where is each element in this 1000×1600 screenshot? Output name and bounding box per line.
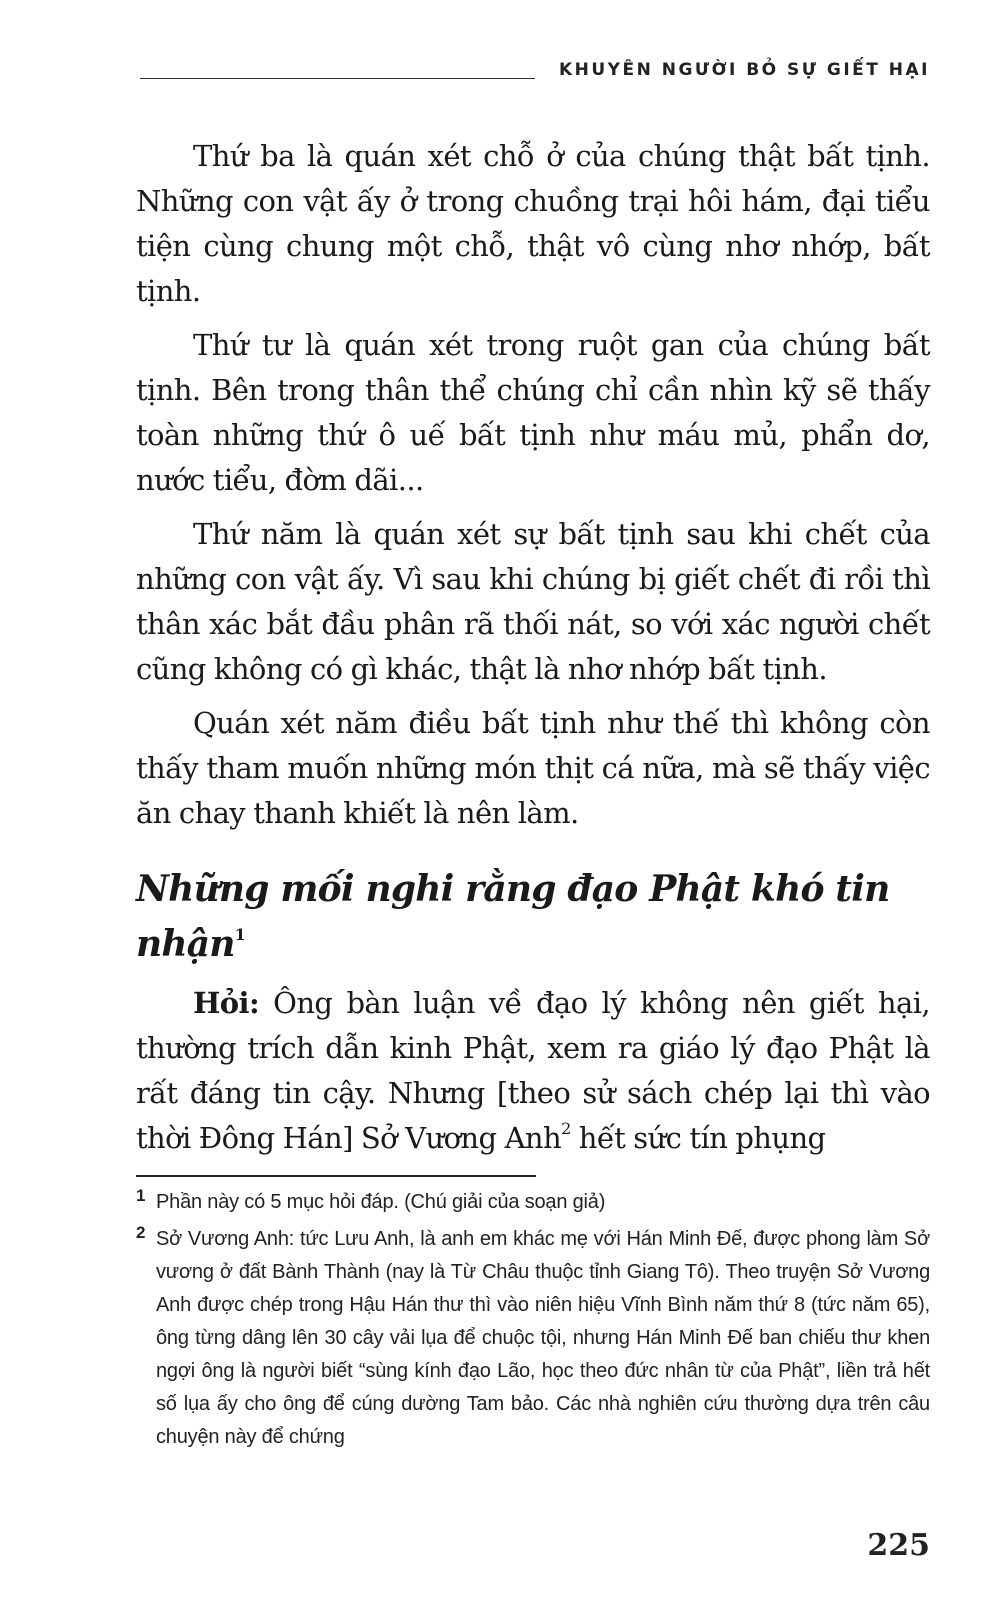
footnote-text: Sở Vương Anh: tức Lưu Anh, là anh em khác mẹ với Hán Minh Đế, được phong làm Sở vương ở đất Bành Thành (nay là Từ Châu thuộc tỉnh Giang Tô). Theo truyện Sở Vương Anh được chép trong Hậu Hán thư thì vào niên hiệu Vĩnh Bình năm thứ 8 (tức năm 65), ông từng dâng lên 30 cây vải lụa để chuộc tội, nhưng Hán Minh Đế ban chiếu thư khen ngợi ông là người biết “sùng kính đạo Lão, học theo đức nhân từ của Phật”, liền trả hết số lụa ấy cho ông để cúng dường Tam bảo. Các nhà nghiên cứu thường dựa trên câu chuyện này để chứng (156, 1228, 930, 1448)
footnote-number: 2 (136, 1223, 146, 1242)
paragraph: Thứ tư là quán xét trong ruột gan của chúng bất tịnh. Bên trong thân thể chúng chỉ cần nhìn kỹ sẽ thấy toàn những thứ ô uế bất tịnh như máu mủ, phẩn dơ, nước tiểu, đờm dãi... (136, 328, 930, 497)
section-heading-text: Những mối nghi rằng đạo Phật khó tin nhận (136, 868, 890, 965)
footnote (136, 1186, 930, 1219)
question-text-continued: hết sức tín phụng (570, 1121, 826, 1155)
paragraph: Thứ năm là quán xét sự bất tịnh sau khi chết của những con vật ấy. Vì sau khi chúng bị giết chết đi rồi thì thân xác bắt đầu phân rã thối nát, so với xác người chết cũng không có gì khác, thật là nhơ nhớp bất tịnh. (136, 517, 930, 686)
main-text (136, 134, 930, 1170)
question-label: Hỏi: (193, 986, 260, 1020)
footnote-number: 1 (136, 1186, 146, 1205)
running-header (140, 58, 930, 88)
footnote-text: Phần này có 5 mục hỏi đáp. (Chú giải của soạn giả) (156, 1191, 606, 1213)
header-rule (140, 78, 535, 79)
paragraph: Quán xét năm điều bất tịnh như thế thì không còn thấy tham muốn những món thịt cá nữa, mà sẽ thấy việc ăn chay thanh khiết là nên làm. (136, 706, 930, 830)
page-number: 225 (867, 1528, 930, 1563)
footnote-ref: 2 (561, 1119, 571, 1138)
footnotes (136, 1186, 930, 1458)
footnote (136, 1223, 930, 1454)
question-text: Ông bàn luận về đạo lý không nên giết hại, thường trích dẫn kinh Phật, xem ra giáo lý đạo Phật là rất đáng tin cậy. Nhưng [theo sử sách chép lại thì vào thời Đông Hán] Sở Vương Anh (136, 986, 930, 1155)
section-heading (136, 866, 930, 967)
footnote-rule (136, 1175, 536, 1177)
running-title: KHUYÊN NGƯỜI BỎ SỰ GIẾT HẠI (558, 60, 930, 80)
footnote-ref: 1 (234, 925, 245, 944)
paragraph: Thứ ba là quán xét chỗ ở của chúng thật bất tịnh. Những con vật ấy ở trong chuồng trại hôi hám, đại tiểu tiện cùng chung một chỗ, thật vô cùng nhơ nhớp, bất tịnh. (136, 139, 930, 308)
question-paragraph (136, 981, 930, 1161)
